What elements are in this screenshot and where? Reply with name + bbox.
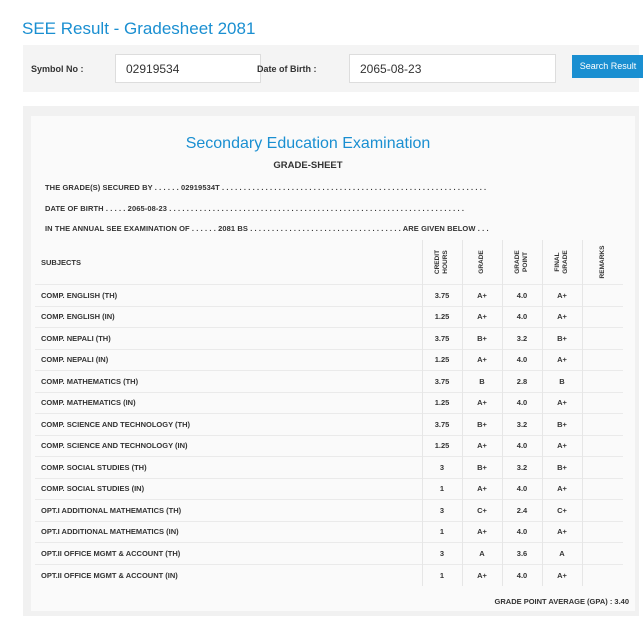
table-row bbox=[35, 285, 623, 307]
subject-cell: COMP. ENGLISH (IN) bbox=[35, 306, 422, 328]
grade-cell: B+ bbox=[462, 457, 502, 479]
final-grade-cell: A bbox=[542, 543, 582, 565]
final-grade-cell: A+ bbox=[542, 392, 582, 414]
credit-hours-cell: 3 bbox=[422, 543, 462, 565]
grade-cell: A+ bbox=[462, 392, 502, 414]
final-grade-header: FINAL GRADE bbox=[554, 250, 569, 274]
credit-hours-cell: 1.25 bbox=[422, 392, 462, 414]
remarks-cell bbox=[582, 521, 623, 543]
grade-point-cell: 2.8 bbox=[502, 371, 542, 393]
subject-cell: COMP. SCIENCE AND TECHNOLOGY (TH) bbox=[35, 414, 422, 436]
remarks-cell bbox=[582, 564, 623, 586]
grade-cell: A+ bbox=[462, 285, 502, 307]
grade-cell: A+ bbox=[462, 349, 502, 371]
credit-hours-cell: 1.25 bbox=[422, 349, 462, 371]
subjects-table bbox=[35, 240, 623, 586]
credit-hours-cell: 3.75 bbox=[422, 371, 462, 393]
remarks-cell bbox=[582, 457, 623, 479]
grade-cell: A+ bbox=[462, 435, 502, 457]
credit-hours-cell: 1 bbox=[422, 521, 462, 543]
final-grade-cell: B+ bbox=[542, 328, 582, 350]
table-row bbox=[35, 414, 623, 436]
grade-point-cell: 4.0 bbox=[502, 392, 542, 414]
table-row bbox=[35, 543, 623, 565]
credit-hours-cell: 3.75 bbox=[422, 328, 462, 350]
grade-point-cell: 2.4 bbox=[502, 500, 542, 522]
grade-cell: A bbox=[462, 543, 502, 565]
final-grade-cell: A+ bbox=[542, 564, 582, 586]
subject-cell: COMP. SOCIAL STUDIES (IN) bbox=[35, 478, 422, 500]
subject-cell: COMP. SOCIAL STUDIES (TH) bbox=[35, 457, 422, 479]
table-row bbox=[35, 435, 623, 457]
final-grade-cell: B+ bbox=[542, 457, 582, 479]
grade-point-cell: 4.0 bbox=[502, 478, 542, 500]
table-row bbox=[35, 457, 623, 479]
remarks-cell bbox=[582, 435, 623, 457]
table-row bbox=[35, 500, 623, 522]
grade-point-cell: 4.0 bbox=[502, 349, 542, 371]
remarks-cell bbox=[582, 478, 623, 500]
grade-cell: A+ bbox=[462, 521, 502, 543]
symbol-input[interactable] bbox=[115, 54, 261, 83]
credit-hours-cell: 1.25 bbox=[422, 306, 462, 328]
table-row bbox=[35, 478, 623, 500]
grade-point-cell: 3.2 bbox=[502, 328, 542, 350]
grade-cell: B+ bbox=[462, 328, 502, 350]
grade-point-header: GRADE POINT bbox=[514, 250, 529, 274]
credit-hours-cell: 3.75 bbox=[422, 414, 462, 436]
grade-header: GRADE bbox=[478, 250, 485, 274]
grade-cell: B+ bbox=[462, 414, 502, 436]
subject-cell: OPT.II OFFICE MGMT & ACCOUNT (TH) bbox=[35, 543, 422, 565]
remarks-cell bbox=[582, 285, 623, 307]
exam-title: Secondary Education Examination bbox=[185, 135, 431, 152]
gpa-summary: GRADE POINT AVERAGE (GPA) : 3.40 bbox=[494, 597, 629, 606]
search-bar bbox=[23, 45, 639, 92]
grade-cell: B bbox=[462, 371, 502, 393]
remarks-cell bbox=[582, 392, 623, 414]
final-grade-cell: C+ bbox=[542, 500, 582, 522]
grade-cell: A+ bbox=[462, 478, 502, 500]
grade-point-cell: 3.2 bbox=[502, 457, 542, 479]
grade-point-cell: 4.0 bbox=[502, 564, 542, 586]
table-row bbox=[35, 328, 623, 350]
table-row bbox=[35, 521, 623, 543]
subject-cell: OPT.I ADDITIONAL MATHEMATICS (TH) bbox=[35, 500, 422, 522]
credit-hours-cell: 1 bbox=[422, 564, 462, 586]
subject-cell: COMP. MATHEMATICS (TH) bbox=[35, 371, 422, 393]
subjects-header: SUBJECTS bbox=[35, 240, 422, 285]
subject-cell: OPT.II OFFICE MGMT & ACCOUNT (IN) bbox=[35, 564, 422, 586]
grade-point-cell: 4.0 bbox=[502, 285, 542, 307]
search-result-button[interactable]: Search Result bbox=[572, 55, 643, 78]
credit-hours-cell: 3 bbox=[422, 500, 462, 522]
remarks-cell bbox=[582, 543, 623, 565]
grade-secured-by-line: THE GRADE(S) SECURED BY . . . . . . 02919534T . . . . . . . . . . . . . . . . . . . . . . . . . . . . . . . . . . . . . . . . . . . . . . . . . . . . . . . . . . . . . bbox=[45, 183, 487, 192]
remarks-cell bbox=[582, 414, 623, 436]
grade-point-cell: 4.0 bbox=[502, 435, 542, 457]
remarks-cell bbox=[582, 328, 623, 350]
symbol-label: Symbol No : bbox=[31, 64, 84, 74]
page-title: SEE Result - Gradesheet 2081 bbox=[22, 19, 256, 38]
final-grade-cell: A+ bbox=[542, 349, 582, 371]
remarks-cell bbox=[582, 306, 623, 328]
grade-cell: A+ bbox=[462, 564, 502, 586]
dob-input[interactable] bbox=[349, 54, 556, 83]
credit-hours-cell: 1 bbox=[422, 478, 462, 500]
grade-point-cell: 4.0 bbox=[502, 521, 542, 543]
table-row bbox=[35, 306, 623, 328]
subject-cell: COMP. NEPALI (IN) bbox=[35, 349, 422, 371]
subject-cell: COMP. SCIENCE AND TECHNOLOGY (IN) bbox=[35, 435, 422, 457]
credit-hours-cell: 3 bbox=[422, 457, 462, 479]
credit-hours-cell: 1.25 bbox=[422, 435, 462, 457]
final-grade-cell: A+ bbox=[542, 521, 582, 543]
remarks-header: REMARKS bbox=[598, 245, 606, 279]
remarks-cell bbox=[582, 500, 623, 522]
table-row bbox=[35, 349, 623, 371]
annual-exam-line: IN THE ANNUAL SEE EXAMINATION OF . . . . . . 2081 BS . . . . . . . . . . . . . . . . . . . . . . . . . . . . . . . . . . . ARE GIVEN BELOW . . . bbox=[45, 224, 489, 233]
final-grade-cell: A+ bbox=[542, 435, 582, 457]
final-grade-cell: B+ bbox=[542, 414, 582, 436]
subject-cell: COMP. NEPALI (TH) bbox=[35, 328, 422, 350]
table-row bbox=[35, 371, 623, 393]
date-of-birth-line: DATE OF BIRTH . . . . . 2065-08-23 . . . . . . . . . . . . . . . . . . . . . . . . . . . . . . . . . . . . . . . . . . . . . . . . . . . . . . . . . . . . . . . . . . . . bbox=[45, 204, 465, 213]
subject-cell: COMP. ENGLISH (TH) bbox=[35, 285, 422, 307]
final-grade-cell: A+ bbox=[542, 478, 582, 500]
remarks-cell bbox=[582, 349, 623, 371]
table-row bbox=[35, 392, 623, 414]
subject-cell: OPT.I ADDITIONAL MATHEMATICS (IN) bbox=[35, 521, 422, 543]
final-grade-cell: A+ bbox=[542, 285, 582, 307]
credit-hours-cell: 3.75 bbox=[422, 285, 462, 307]
grade-point-cell: 3.2 bbox=[502, 414, 542, 436]
credit-hours-header: CREDIT HOURS bbox=[434, 249, 449, 275]
table-header-row bbox=[35, 240, 623, 285]
final-grade-cell: A+ bbox=[542, 306, 582, 328]
dob-label: Date of Birth : bbox=[257, 64, 317, 74]
grade-point-cell: 4.0 bbox=[502, 306, 542, 328]
remarks-cell bbox=[582, 371, 623, 393]
final-grade-cell: B bbox=[542, 371, 582, 393]
subject-cell: COMP. MATHEMATICS (IN) bbox=[35, 392, 422, 414]
table-row bbox=[35, 564, 623, 586]
grade-cell: A+ bbox=[462, 306, 502, 328]
grade-point-cell: 3.6 bbox=[502, 543, 542, 565]
grade-sheet-title: GRADE-SHEET bbox=[273, 160, 343, 171]
grade-cell: C+ bbox=[462, 500, 502, 522]
